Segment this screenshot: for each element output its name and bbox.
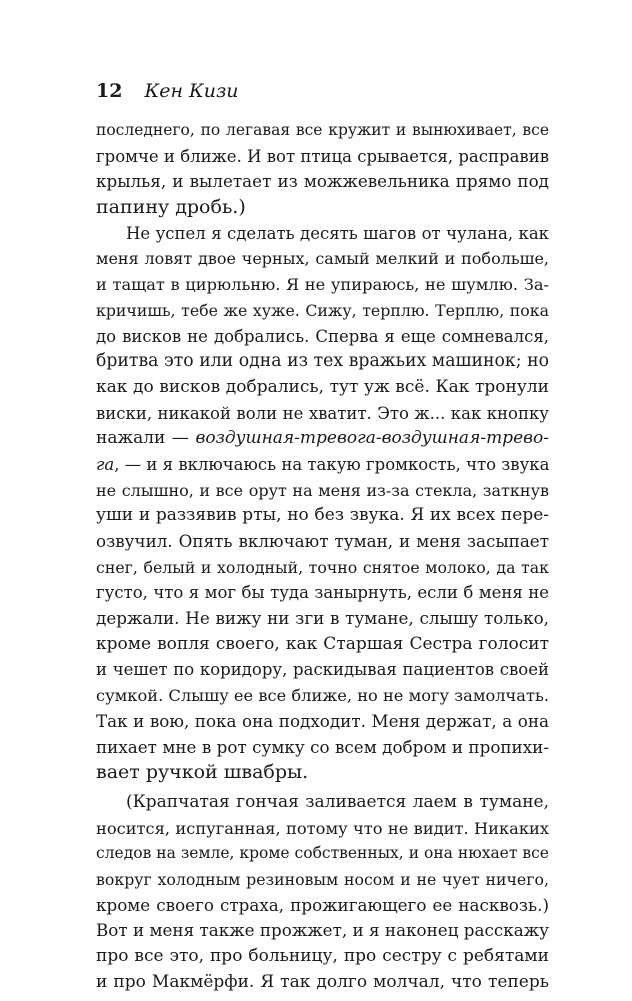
- text-line: и про Макмёрфи. Я так долго молчал, что теперь: [96, 971, 549, 992]
- text-line: вает ручкой швабры.: [96, 761, 309, 784]
- text-line: снег, белый и холодный, точно снятое молоко, да так: [96, 557, 549, 577]
- text-line: громче и ближе. И вот птица срывается, расправив: [96, 146, 549, 166]
- text-line: озвучил. Опять включают туман, и меня засыпает: [96, 531, 549, 551]
- text-line: Не успел я сделать десять шагов от чулана, как: [126, 223, 549, 243]
- text-line: как до висков добрались, тут уж всё. Как тронули: [96, 376, 549, 397]
- text-line: пихает мне в рот сумку со всем добром и пропихи-: [96, 736, 549, 757]
- text-line: папину дробь.): [96, 196, 246, 219]
- text-line: следов на земле, кроме собственных, и она нюхает все: [96, 844, 549, 863]
- text-line: до висков не добрались. Сперва я еще сомневался,: [96, 326, 549, 346]
- text-run: , — и я включаюсь на такую громкость, что звука: [114, 454, 550, 474]
- text-line: кричишь, тебе же хуже. Сижу, терплю. Терплю, пока: [96, 300, 549, 320]
- text-line: Вот и меня также прожжет, и я наконец расскажу: [96, 920, 549, 941]
- text-line: виски, никакой воли не хватит. Это ж... как кнопку: [96, 403, 549, 423]
- body-text: [96, 118, 549, 995]
- text-line: густо, что я мог бы туда занырнуть, если б меня не: [96, 583, 549, 603]
- running-title: Кен Кизи: [144, 80, 239, 102]
- text-line: сумкой. Слышу ее все ближе, но не могу замолчать.: [96, 686, 549, 706]
- text-line: крылья, и вылетает из можжевельника прямо под: [96, 171, 549, 192]
- italic-run: воздушная-тревога-воздушная-трево-: [195, 428, 549, 449]
- text-line: и чешет по коридору, раскидывая пациентов своей: [96, 660, 549, 680]
- text-line: кроме вопля своего, как Старшая Сестра голосит: [96, 633, 549, 654]
- text-line-mixed: [96, 452, 549, 478]
- text-line: кроме своего страха, прожигающего ее насквозь.): [96, 894, 549, 915]
- text-line: бритва это или одна из тех вражьих машинок; но: [96, 351, 549, 372]
- page-number: 12: [96, 80, 123, 102]
- text-line: не слышно, и все орут на меня из-за стекла, заткнув: [96, 480, 549, 500]
- text-line: уши и раззявив рты, но без звука. Я их всех пере-: [96, 505, 549, 526]
- text-line: и тащат в цирюльню. Я не упираюсь, не шумлю. За-: [96, 275, 549, 295]
- text-line: меня ловят двое черных, самый мелкий и побольше,: [96, 249, 549, 269]
- text-line: последнего, по легавая все кружит и вынюхивает, все: [96, 121, 549, 139]
- text-line-mixed: [96, 426, 549, 452]
- text-run: нажали —: [96, 428, 196, 449]
- text-line: Так и вою, пока она подходит. Меня держат, а она: [96, 710, 549, 731]
- text-line: про все это, про больницу, про сестру с ребятами: [96, 946, 549, 966]
- text-line: держали. Не вижу ни зги в тумане, слышу только,: [96, 608, 549, 629]
- text-line: носится, испуганная, потому что не видит. Никаких: [96, 818, 549, 838]
- running-head: [96, 79, 239, 103]
- italic-run: га: [96, 454, 115, 474]
- text-line: (Крапчатая гончая заливается лаем в тумане,: [126, 791, 549, 812]
- text-line: вокруг холодным резиновым носом и не чует ничего,: [96, 869, 549, 889]
